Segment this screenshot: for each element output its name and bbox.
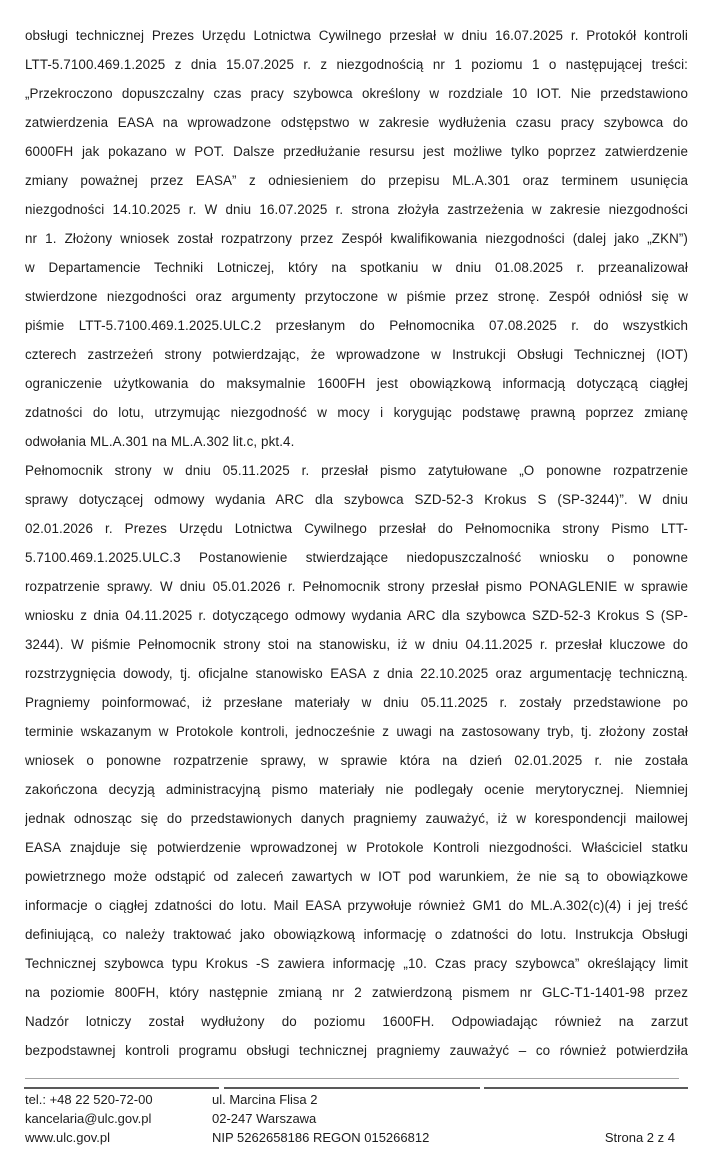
text-line: rozpatrzenie sprawy. W dniu 05.01.2026 r. Pełnomocnik strony przesłał pismo PONAGLENIE w sprawie bbox=[25, 579, 688, 594]
document-body bbox=[25, 21, 688, 1065]
text-line: EASA znajduje się potwierdzenie wprowadzonej w Protokole Kontroli niezgodności. Właściciel statku bbox=[25, 840, 688, 855]
text-line: 02.01.2026 r. Prezes Urzędu Lotnictwa Cywilnego przesłał do Pełnomocnika strony Pismo LTT- bbox=[25, 521, 688, 536]
text-line: terminie wskazanym w Protokole kontroli, jednocześnie z uwagi na zastosowany tryb, tj. złożony został bbox=[25, 724, 688, 739]
text-line: wniosek o ponowne rozpatrzenie sprawy, w sprawie która na dzień 02.01.2025 r. nie została bbox=[25, 753, 688, 768]
footer-contact-line: www.ulc.gov.pl bbox=[25, 1130, 111, 1145]
text-line: definiującą, co należy traktować jako obowiązkową informację o zdatności do lotu. Instrukcja Obsługi bbox=[25, 927, 688, 942]
text-line: zdatności do lotu, utrzymując niezgodność w mocy i korygując podstawę prawną poprzez zmianę bbox=[25, 405, 688, 420]
text-line: ograniczenie użytkowania do maksymalnie 1600FH jest obowiązkową informacją dotyczącą ciągłej bbox=[25, 376, 688, 391]
page-number: Strona 2 z 4 bbox=[604, 1130, 675, 1145]
footer-address-block bbox=[212, 1090, 429, 1147]
footer-address-line: 02-247 Warszawa bbox=[212, 1111, 317, 1126]
text-line: piśmie LTT-5.7100.469.1.2025.ULC.2 przesłanym do Pełnomocnika 07.08.2025 r. do wszystkich bbox=[25, 318, 688, 333]
text-line: Technicznej szybowca typu Krokus -S zawiera informację „10. Czas pracy szybowca” określający limit bbox=[25, 956, 688, 971]
text-line: wniosku z dnia 04.11.2025 r. dotyczącego odmowy wydania ARC dla szybowca SZD-52-3 Krokus S (SP- bbox=[25, 608, 688, 623]
text-line: sprawy dotyczącej odmowy wydania ARC dla szybowca SZD-52-3 Krokus S (SP-3244)”. W dniu bbox=[25, 492, 688, 507]
text-line: niezgodności 14.10.2025 r. W dniu 16.07.2025 r. strona złożyła zastrzeżenia w zakresie niezgodności bbox=[25, 202, 688, 217]
text-line: 3244). W piśmie Pełnomocnik strony stoi na stanowisku, iż w dniu 04.11.2025 r. przesłał kluczowe do bbox=[25, 637, 688, 652]
text-line: Pragniemy poinformować, iż przesłane materiały w dniu 05.11.2025 r. zostały przedstawione po bbox=[25, 695, 688, 710]
text-line: 5.7100.469.1.2025.ULC.3 Postanowienie stwierdzające niedopuszczalność wniosku o ponowne bbox=[25, 550, 688, 565]
text-line: 6000FH jak pokazano w POT. Dalsze przedłużanie resursu jest możliwe tylko poprzez zatwierdzenie bbox=[25, 144, 688, 159]
text-line: powietrznego może odstąpić od zaleceń zawartych w IOT pod warunkiem, że nie są to obowiązkowe bbox=[25, 869, 688, 884]
text-line: odwołania ML.A.301 na ML.A.302 lit.c, pkt.4. bbox=[25, 434, 295, 449]
text-line: zmiany poważnej przez EASA” z odniesieniem do przepisu ML.A.301 oraz terminem usunięcia bbox=[25, 173, 688, 188]
footer-divider-segment-middle bbox=[224, 1087, 480, 1089]
text-line: zakończona decyzją administracyjną pismo materiały nie podlegały ocenie merytorycznej. Niemniej bbox=[25, 782, 688, 797]
footer-contact-block bbox=[25, 1090, 153, 1147]
footer-contact-line: tel.: +48 22 520-72-00 bbox=[25, 1092, 153, 1107]
text-line: nr 1. Złożony wniosek został rozpatrzony przez Zespół kwalifikowania niezgodności (dalej jako „ZKN”) bbox=[25, 231, 688, 246]
footer-divider-segment-left bbox=[24, 1087, 219, 1089]
text-line: Pełnomocnik strony w dniu 05.11.2025 r. przesłał pismo zatytułowane „O ponowne rozpatrzenie bbox=[25, 463, 688, 478]
footer-divider-segment-right bbox=[484, 1087, 688, 1089]
text-line: jednak odnosząc się do przedstawionych danych pragniemy zauważyć, iż w korespondencji mailowej bbox=[25, 811, 688, 826]
footer-contact-line: kancelaria@ulc.gov.pl bbox=[25, 1111, 152, 1126]
text-line: rozstrzygnięcia dowody, tj. oficjalne stanowisko EASA z dnia 22.10.2025 oraz argumentację techniczną. bbox=[25, 666, 688, 681]
text-line: w Departamencie Techniki Lotniczej, który na spotkaniu w dniu 01.08.2025 r. przeanalizował bbox=[25, 260, 688, 275]
text-line: informacje o ciągłej zdatności do lotu. Mail EASA przywołuje również GM1 do ML.A.302(c)(4) i jej treść bbox=[25, 898, 688, 913]
footer-divider-top bbox=[25, 1078, 679, 1079]
text-line: Nadzór lotniczy został wydłużony do poziomu 1600FH. Odpowiadając również na zarzut bbox=[25, 1014, 688, 1029]
text-line: „Przekroczono dopuszczalny czas pracy szybowca określony w rozdziale 10 IOT. Nie przedstawiono bbox=[25, 86, 688, 101]
text-line: zatwierdzenia EASA na wprowadzone odstępstwo w zakresie wydłużenia czasu pracy szybowca do bbox=[25, 115, 688, 130]
footer-address-line: ul. Marcina Flisa 2 bbox=[212, 1092, 318, 1107]
footer-address-line: NIP 5262658186 REGON 015266812 bbox=[212, 1130, 430, 1145]
text-line: stwierdzone niezgodności oraz argumenty przytoczone w piśmie przez stronę. Zespół odniósł się w bbox=[25, 289, 688, 304]
text-line: obsługi technicznej Prezes Urzędu Lotnictwa Cywilnego przesłał w dniu 16.07.2025 r. Protokół kontroli bbox=[25, 28, 688, 43]
text-line: na poziomie 800FH, który następnie zmianą nr 2 zatwierdzoną pismem nr GLC-T1-1401-98 przez bbox=[25, 985, 688, 1000]
text-line: bezpodstawnej kontroli programu obsługi technicznej pragniemy zauważyć – co również potwierdziła bbox=[25, 1043, 688, 1058]
text-line: czterech zastrzeżeń strony potwierdzając, że wprowadzone w Instrukcji Obsługi Technicznej (IOT) bbox=[25, 347, 688, 362]
text-line: LTT-5.7100.469.1.2025 z dnia 15.07.2025 r. z niezgodnością nr 1 poziomu 1 o następującej treści: bbox=[25, 57, 688, 72]
